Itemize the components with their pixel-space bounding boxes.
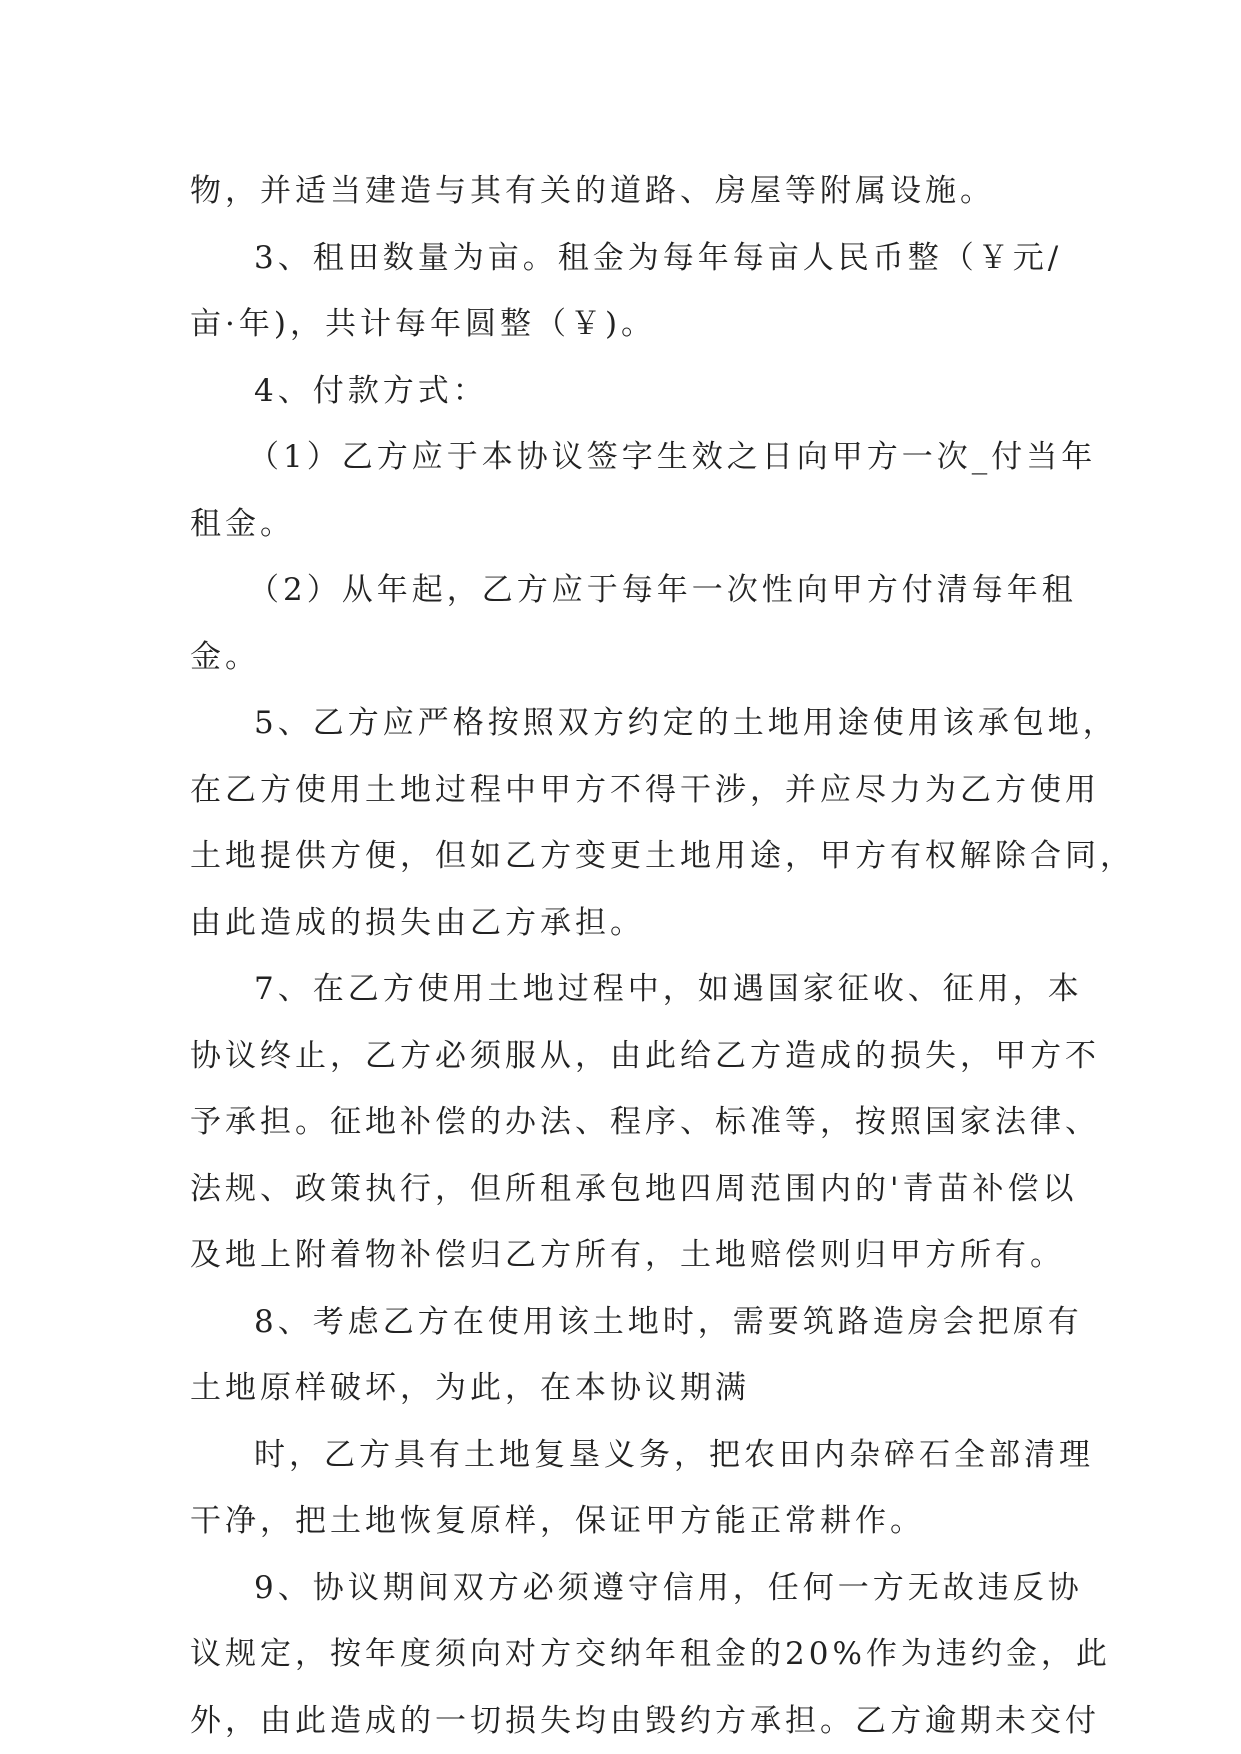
text-line: 5、乙方应严格按照双方约定的土地用途使用该承包地， bbox=[254, 705, 1118, 741]
text-line: 土地提供方便，但如乙方变更土地用途，甲方有权解除合同， bbox=[190, 838, 1135, 874]
text-line: 3、租田数量为亩。租金为每年每亩人民币整（￥元/ bbox=[254, 239, 1063, 276]
text-line: 4、付款方式： bbox=[254, 372, 488, 409]
text-line: 外，由此造成的一切损失均由毁约方承担。乙方逾期未交付 bbox=[190, 1702, 1100, 1739]
text-line: 由此造成的损失由乙方承担。 bbox=[190, 904, 645, 941]
text-line: 协议终止，乙方必须服从，由此给乙方造成的损失，甲方不 bbox=[190, 1037, 1100, 1074]
text-line: （2）从年起，乙方应于每年一次性向甲方付清每年租 bbox=[248, 572, 1077, 608]
contract-body-text bbox=[190, 158, 1135, 1754]
text-line: 物，并适当建造与其有关的道路、房屋等附属设施。 bbox=[190, 173, 995, 209]
text-line: 及地上附着物补偿归乙方所有，土地赔偿则归甲方所有。 bbox=[190, 1237, 1065, 1273]
text-line: 土地原样破坏，为此，在本协议期满 bbox=[190, 1370, 750, 1406]
text-line: 租金。 bbox=[190, 505, 295, 542]
text-line: 金。 bbox=[190, 638, 260, 675]
text-line: （1）乙方应于本协议签字生效之日向甲方一次_付当年 bbox=[248, 439, 1097, 475]
text-line: 干净，把土地恢复原样，保证甲方能正常耕作。 bbox=[190, 1503, 925, 1539]
text-line: 8、考虑乙方在使用该土地时，需要筑路造房会把原有 bbox=[254, 1303, 1083, 1340]
text-line: 予承担。征地补偿的办法、程序、标准等，按照国家法律、 bbox=[190, 1104, 1100, 1140]
text-line: 在乙方使用土地过程中甲方不得干涉，并应尽力为乙方使用 bbox=[190, 771, 1100, 808]
text-line: 议规定，按年度须向对方交纳年租金的20%作为违约金，此 bbox=[190, 1636, 1111, 1672]
text-line: 9、协议期间双方必须遵守信用，任何一方无故违反协 bbox=[254, 1569, 1083, 1606]
text-line: 法规、政策执行，但所租承包地四周范围内的'青苗补偿以 bbox=[190, 1170, 1078, 1207]
text-line: 时，乙方具有土地复垦义务，把农田内杂碎石全部清理 bbox=[254, 1436, 1094, 1473]
text-line: 7、在乙方使用土地过程中，如遇国家征收、征用，本 bbox=[254, 971, 1083, 1007]
text-line: 亩·年)，共计每年圆整（￥)。 bbox=[190, 306, 657, 342]
